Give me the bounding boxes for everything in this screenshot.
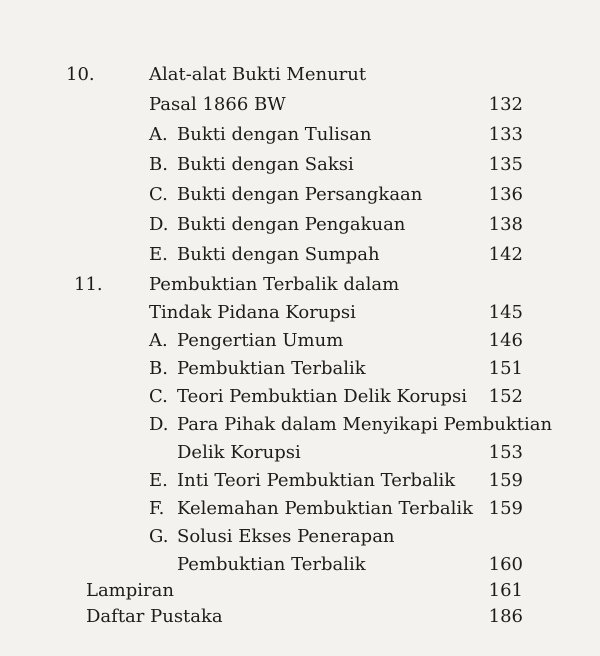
- entry-text: Teori Pembuktian Delik Korupsi: [177, 386, 468, 407]
- toc-entry-10c-page: 136: [488, 184, 523, 205]
- entry-text: Bukti dengan Persangkaan: [177, 184, 423, 205]
- chapter-11-title-line1: Pembuktian Terbalik dalam: [149, 274, 400, 295]
- chapter-11-title-line2: Tindak Pidana Korupsi: [149, 302, 356, 323]
- toc-entry-11f-page: 159: [488, 498, 523, 519]
- toc-entry-11a-page: 146: [488, 330, 523, 351]
- entry-letter: G.: [149, 526, 169, 547]
- toc-appendix: Lampiran: [86, 580, 174, 601]
- toc-entry-11c-page: 152: [488, 386, 523, 407]
- entry-letter: D.: [149, 414, 169, 435]
- entry-letter: D.: [149, 214, 169, 235]
- entry-text: Pengertian Umum: [177, 330, 344, 351]
- toc-entry-11c: [149, 386, 467, 408]
- toc-entry-11e-page: 159: [488, 470, 523, 491]
- entry-text: Solusi Ekses Penerapan: [177, 526, 395, 547]
- entry-letter: B.: [149, 154, 168, 175]
- toc-entry-10a-page: 133: [488, 124, 523, 145]
- chapter-10-title-line2: Pasal 1866 BW: [149, 94, 286, 115]
- toc-entry-11b-page: 151: [488, 358, 523, 379]
- toc-entry-11e: [149, 470, 455, 492]
- toc-entry-11d-page: 153: [488, 442, 523, 463]
- toc-entry-11g-line2: Pembuktian Terbalik: [177, 554, 366, 575]
- toc-entry-11d-line2: Delik Korupsi: [177, 442, 301, 463]
- entry-letter: F.: [149, 498, 165, 519]
- toc-entry-10b-page: 135: [488, 154, 523, 175]
- entry-text: Pembuktian Terbalik: [177, 358, 366, 379]
- toc-entry-11a: [149, 330, 343, 352]
- toc-entry-10c: [149, 184, 422, 206]
- entry-letter: B.: [149, 358, 168, 379]
- entry-letter: C.: [149, 386, 168, 407]
- entry-text: Inti Teori Pembuktian Terbalik: [177, 470, 456, 491]
- entry-letter: A.: [149, 124, 168, 145]
- toc-entry-11d: [149, 414, 552, 436]
- entry-text: Bukti dengan Saksi: [177, 154, 354, 175]
- toc-entry-11g: [149, 526, 395, 548]
- entry-letter: E.: [149, 244, 168, 265]
- chapter-11-page: 145: [488, 302, 523, 323]
- toc-bibliography-page: 186: [488, 606, 523, 627]
- entry-letter: C.: [149, 184, 168, 205]
- chapter-10-title-line1: Alat-alat Bukti Menurut: [149, 64, 367, 85]
- entry-text: Para Pihak dalam Menyikapi Pembuktian: [177, 414, 553, 435]
- chapter-11-number: 11.: [74, 274, 103, 295]
- toc-entry-11b: [149, 358, 366, 380]
- entry-text: Kelemahan Pembuktian Terbalik: [177, 498, 474, 519]
- toc-entry-10d-page: 138: [488, 214, 523, 235]
- toc-entry-10b: [149, 154, 354, 176]
- entry-text: Bukti dengan Sumpah: [177, 244, 380, 265]
- toc-appendix-page: 161: [488, 580, 523, 601]
- toc-bibliography: Daftar Pustaka: [86, 606, 223, 627]
- entry-text: Bukti dengan Tulisan: [177, 124, 372, 145]
- toc-entry-11g-page: 160: [488, 554, 523, 575]
- entry-text: Bukti dengan Pengakuan: [177, 214, 406, 235]
- entry-letter: E.: [149, 470, 168, 491]
- chapter-10-number: 10.: [66, 64, 95, 85]
- toc-entry-10a: [149, 124, 371, 146]
- toc-entry-10e-page: 142: [488, 244, 523, 265]
- entry-letter: A.: [149, 330, 168, 351]
- toc-entry-10e: [149, 244, 380, 266]
- toc-entry-10d: [149, 214, 405, 236]
- toc-entry-11f: [149, 498, 473, 520]
- chapter-10-page: 132: [488, 94, 523, 115]
